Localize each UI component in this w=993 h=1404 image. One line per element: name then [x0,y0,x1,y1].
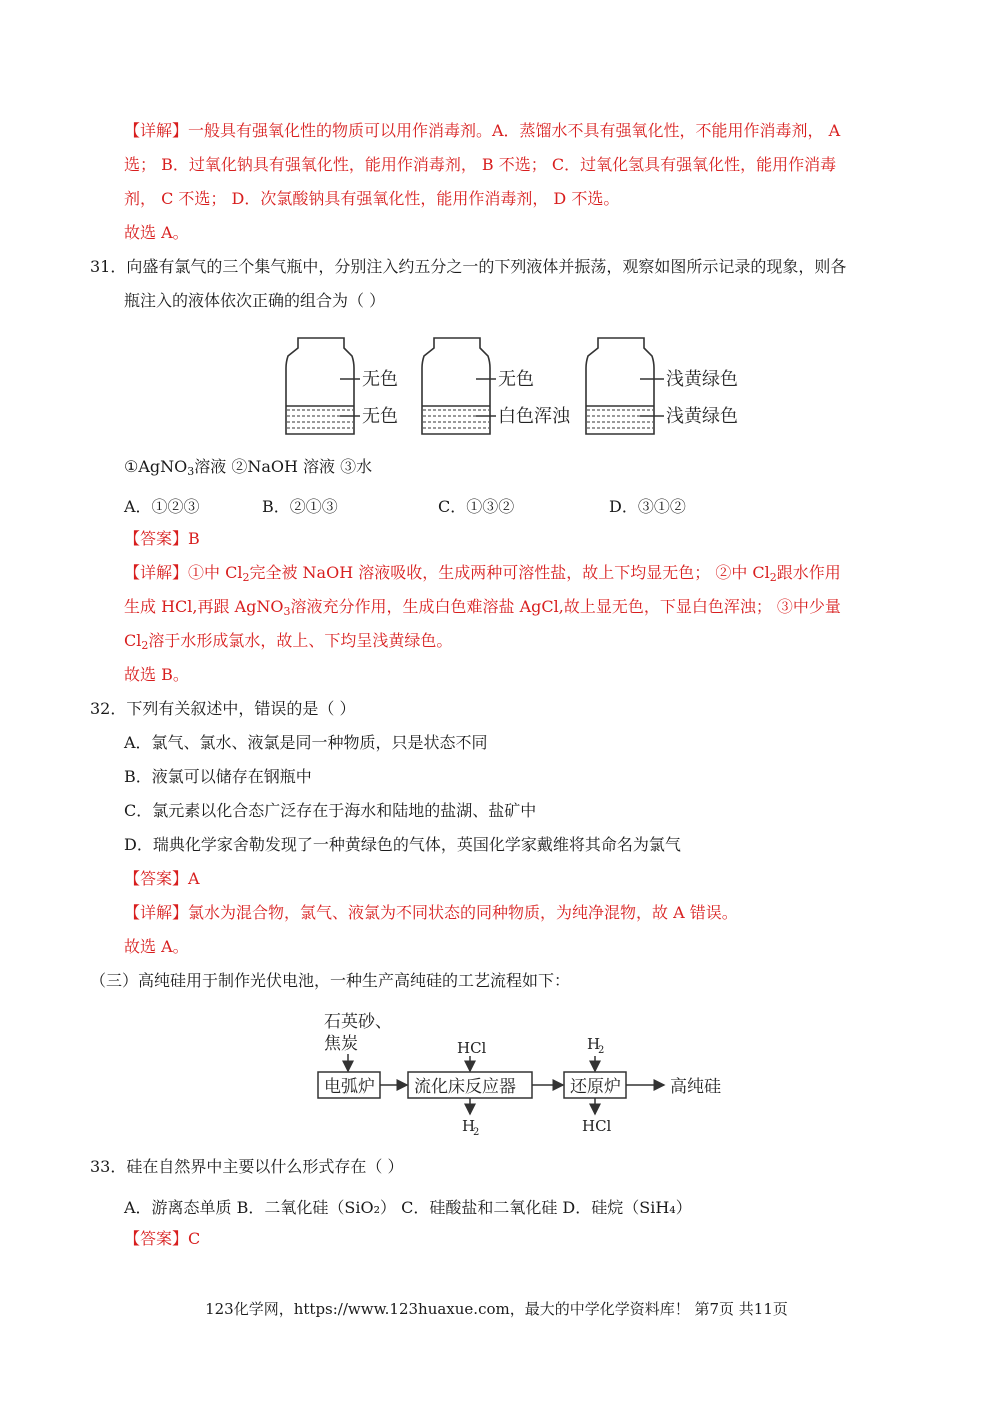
q30-detail-line3: 剂， C 不选； D．次氯酸钠具有强氧化性，能用作消毒剂， D 不选。 [124,189,620,208]
flow-h2-in: H [587,1035,601,1053]
q33-options: A．游离态单质 B．二氧化硅（SiO₂） C．硅酸盐和二氧化硅 D．硅烷（SiH₄） [124,1198,692,1217]
q32-detail: 【详解】氯水为混合物，氯气、液氯为不同状态的同种物质，为纯净混物，故 A 错误。 [124,903,738,922]
q33-stem: 33．硅在自然界中主要以什么形式存在（ ） [90,1157,404,1176]
q32-option-d: D．瑞典化学家舍勒发现了一种黄绿色的气体，英国化学家戴维将其命名为氯气 [124,835,681,854]
q32-conclusion: 故选 A。 [124,937,189,956]
bottle1-bottom-label: 无色 [362,406,398,427]
flow-h2-out-sub: 2 [473,1127,480,1138]
q31-detail-line3: $Cl_2$溶于水形成氯水，故上、下均呈浅黄绿色。 [124,631,453,652]
section3-intro: （三）高纯硅用于制作光伏电池，一种生产高纯硅的工艺流程如下： [90,971,571,990]
q32-option-c: C．氯元素以化合态广泛存在于海水和陆地的盐湖、盐矿中 [124,801,537,820]
flow-product-label: 高纯硅 [670,1077,721,1097]
flow-hcl-out: HCl [582,1117,612,1135]
flow-h2-in-sub: 2 [598,1045,605,1056]
bottle1-top-label: 无色 [362,369,398,390]
flow-h2-out: H [462,1117,476,1135]
flow-box1-label: 电弧炉 [324,1077,375,1097]
q32-stem: 32．下列有关叙述中，错误的是（ ） [90,699,356,718]
q31-detail-line2: 生成 HCl,再跟 AgNO$_3$溶液充分作用，生成白色难溶盐 AgCl,故上显无色，下显白色浑浊； ③中少量 [124,597,841,618]
flow-input-line1: 石英砂、 [324,1012,392,1032]
q31-option-c: C．①③② [438,497,515,516]
q30-detail-line1: 【详解】一般具有强氧化性的物质可以用作消毒剂。A．蒸馏水不具有强氧化性，不能用作消毒剂， A [124,121,841,140]
q31-answer: 【答案】B [124,529,200,548]
q31-option-a: A．①②③ [124,497,200,516]
bottle2-bottom-label: 白色浑浊 [498,406,570,427]
q30-detail-line2: 选； B．过氧化钠具有强氧化性，能用作消毒剂， B 不选； C．过氧化氢具有强氧化性，能用作消毒 [124,155,837,174]
q31-option-b: B．②①③ [262,497,338,516]
q31-options [124,496,824,518]
q31-stem-line1: 31．向盛有氯气的三个集气瓶中，分别注入约五分之一的下列液体并振荡，观察如图所示记录的现象，则各 [90,257,847,276]
bottles-figure [280,334,760,438]
process-flow-diagram [312,1008,742,1138]
q32-answer: 【答案】A [124,869,200,888]
q32-option-b: B．液氯可以储存在钢瓶中 [124,767,312,786]
q33-answer: 【答案】C [124,1229,201,1248]
q31-option-d: D．③①② [609,497,686,516]
bottle3-bottom-label: 浅黄绿色 [666,406,738,427]
flow-hcl-in: HCl [457,1039,487,1057]
flow-box3-label: 还原炉 [570,1077,621,1097]
bottle3-top-label: 浅黄绿色 [666,369,738,390]
q30-conclusion: 故选 A。 [124,223,189,242]
q32-option-a: A．氯气、氯水、液氯是同一种物质，只是状态不同 [124,733,488,752]
q31-liquids: ①AgNO$_3$溶液 ②NaOH 溶液 ③水 [124,457,373,478]
q31-conclusion: 故选 B。 [124,665,189,684]
bottle2-top-label: 无色 [498,369,534,390]
page-footer: 123化学网，https://www.123huaxue.com，最大的中学化学资料库！ 第7页 共11页 [205,1300,788,1318]
flow-box2-label: 流化床反应器 [414,1077,516,1097]
q31-stem-line2: 瓶注入的液体依次正确的组合为（ ） [124,291,386,310]
flow-input-line2: 焦炭 [324,1034,358,1054]
q31-detail-line1: 【详解】①中 $Cl_2$完全被 NaOH 溶液吸收，生成两种可溶性盐，故上下均显无色； ②中 $Cl_2$跟水作用 [124,563,841,584]
